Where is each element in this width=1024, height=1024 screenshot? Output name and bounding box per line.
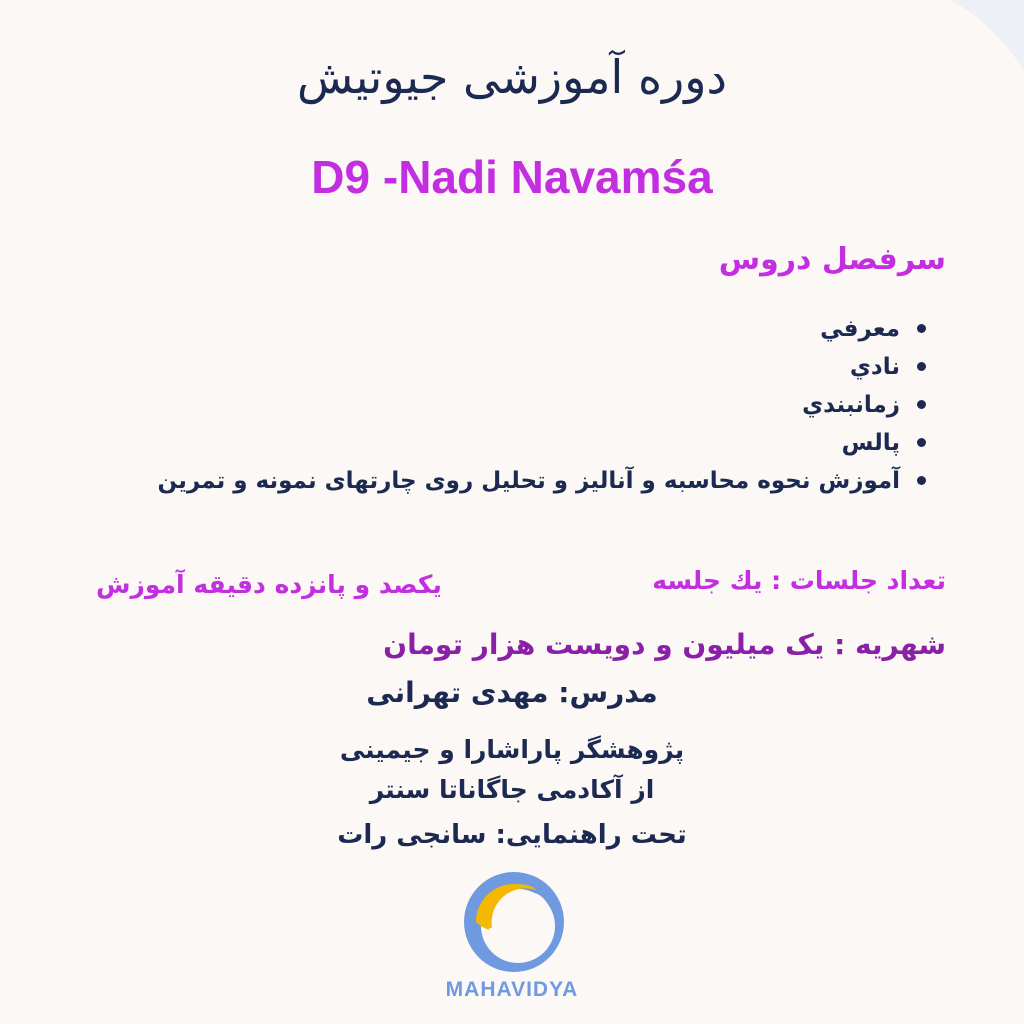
teacher-name: مدرس: مهدی تهرانی — [366, 676, 658, 709]
supervisor-name: تحت راهنمایی: سانجی رات — [337, 820, 687, 850]
teacher-description — [0, 730, 1024, 810]
list-item: پالس — [158, 424, 926, 462]
list-item: نادي — [158, 348, 926, 386]
bullet-icon — [917, 476, 926, 485]
teacher-desc-line: پژوهشگر پاراشارا و جیمینی — [339, 735, 685, 764]
session-duration: یکصد و پانزده دقیقه آموزش — [96, 570, 442, 599]
bullet-icon — [917, 438, 926, 447]
bullet-icon — [917, 400, 926, 409]
course-fee: شهریه : یک میلیون و دویست هزار تومان — [383, 628, 946, 661]
list-item: معرفي — [158, 310, 926, 348]
list-item: آموزش نحوه محاسبه و آنالیز و تحلیل روی چارتهای نمونه و تمرین — [158, 462, 926, 500]
course-subtitle: D9 -Nadi Navamśa — [311, 151, 713, 203]
session-count: تعداد جلسات : یك جلسه — [652, 566, 946, 595]
course-title: دوره آموزشی جیوتیش — [297, 50, 727, 104]
list-item: زمانبندي — [158, 386, 926, 424]
teacher-desc-line: از آکادمی جاگاناتا سنتر — [369, 775, 655, 804]
mahavidya-logo-icon — [462, 870, 566, 974]
syllabus-list — [158, 310, 926, 500]
brand-name: MAHAVIDYA — [445, 978, 579, 1001]
bullet-icon — [917, 324, 926, 333]
bullet-icon — [917, 362, 926, 371]
syllabus-heading: سرفصل دروس — [718, 242, 946, 277]
